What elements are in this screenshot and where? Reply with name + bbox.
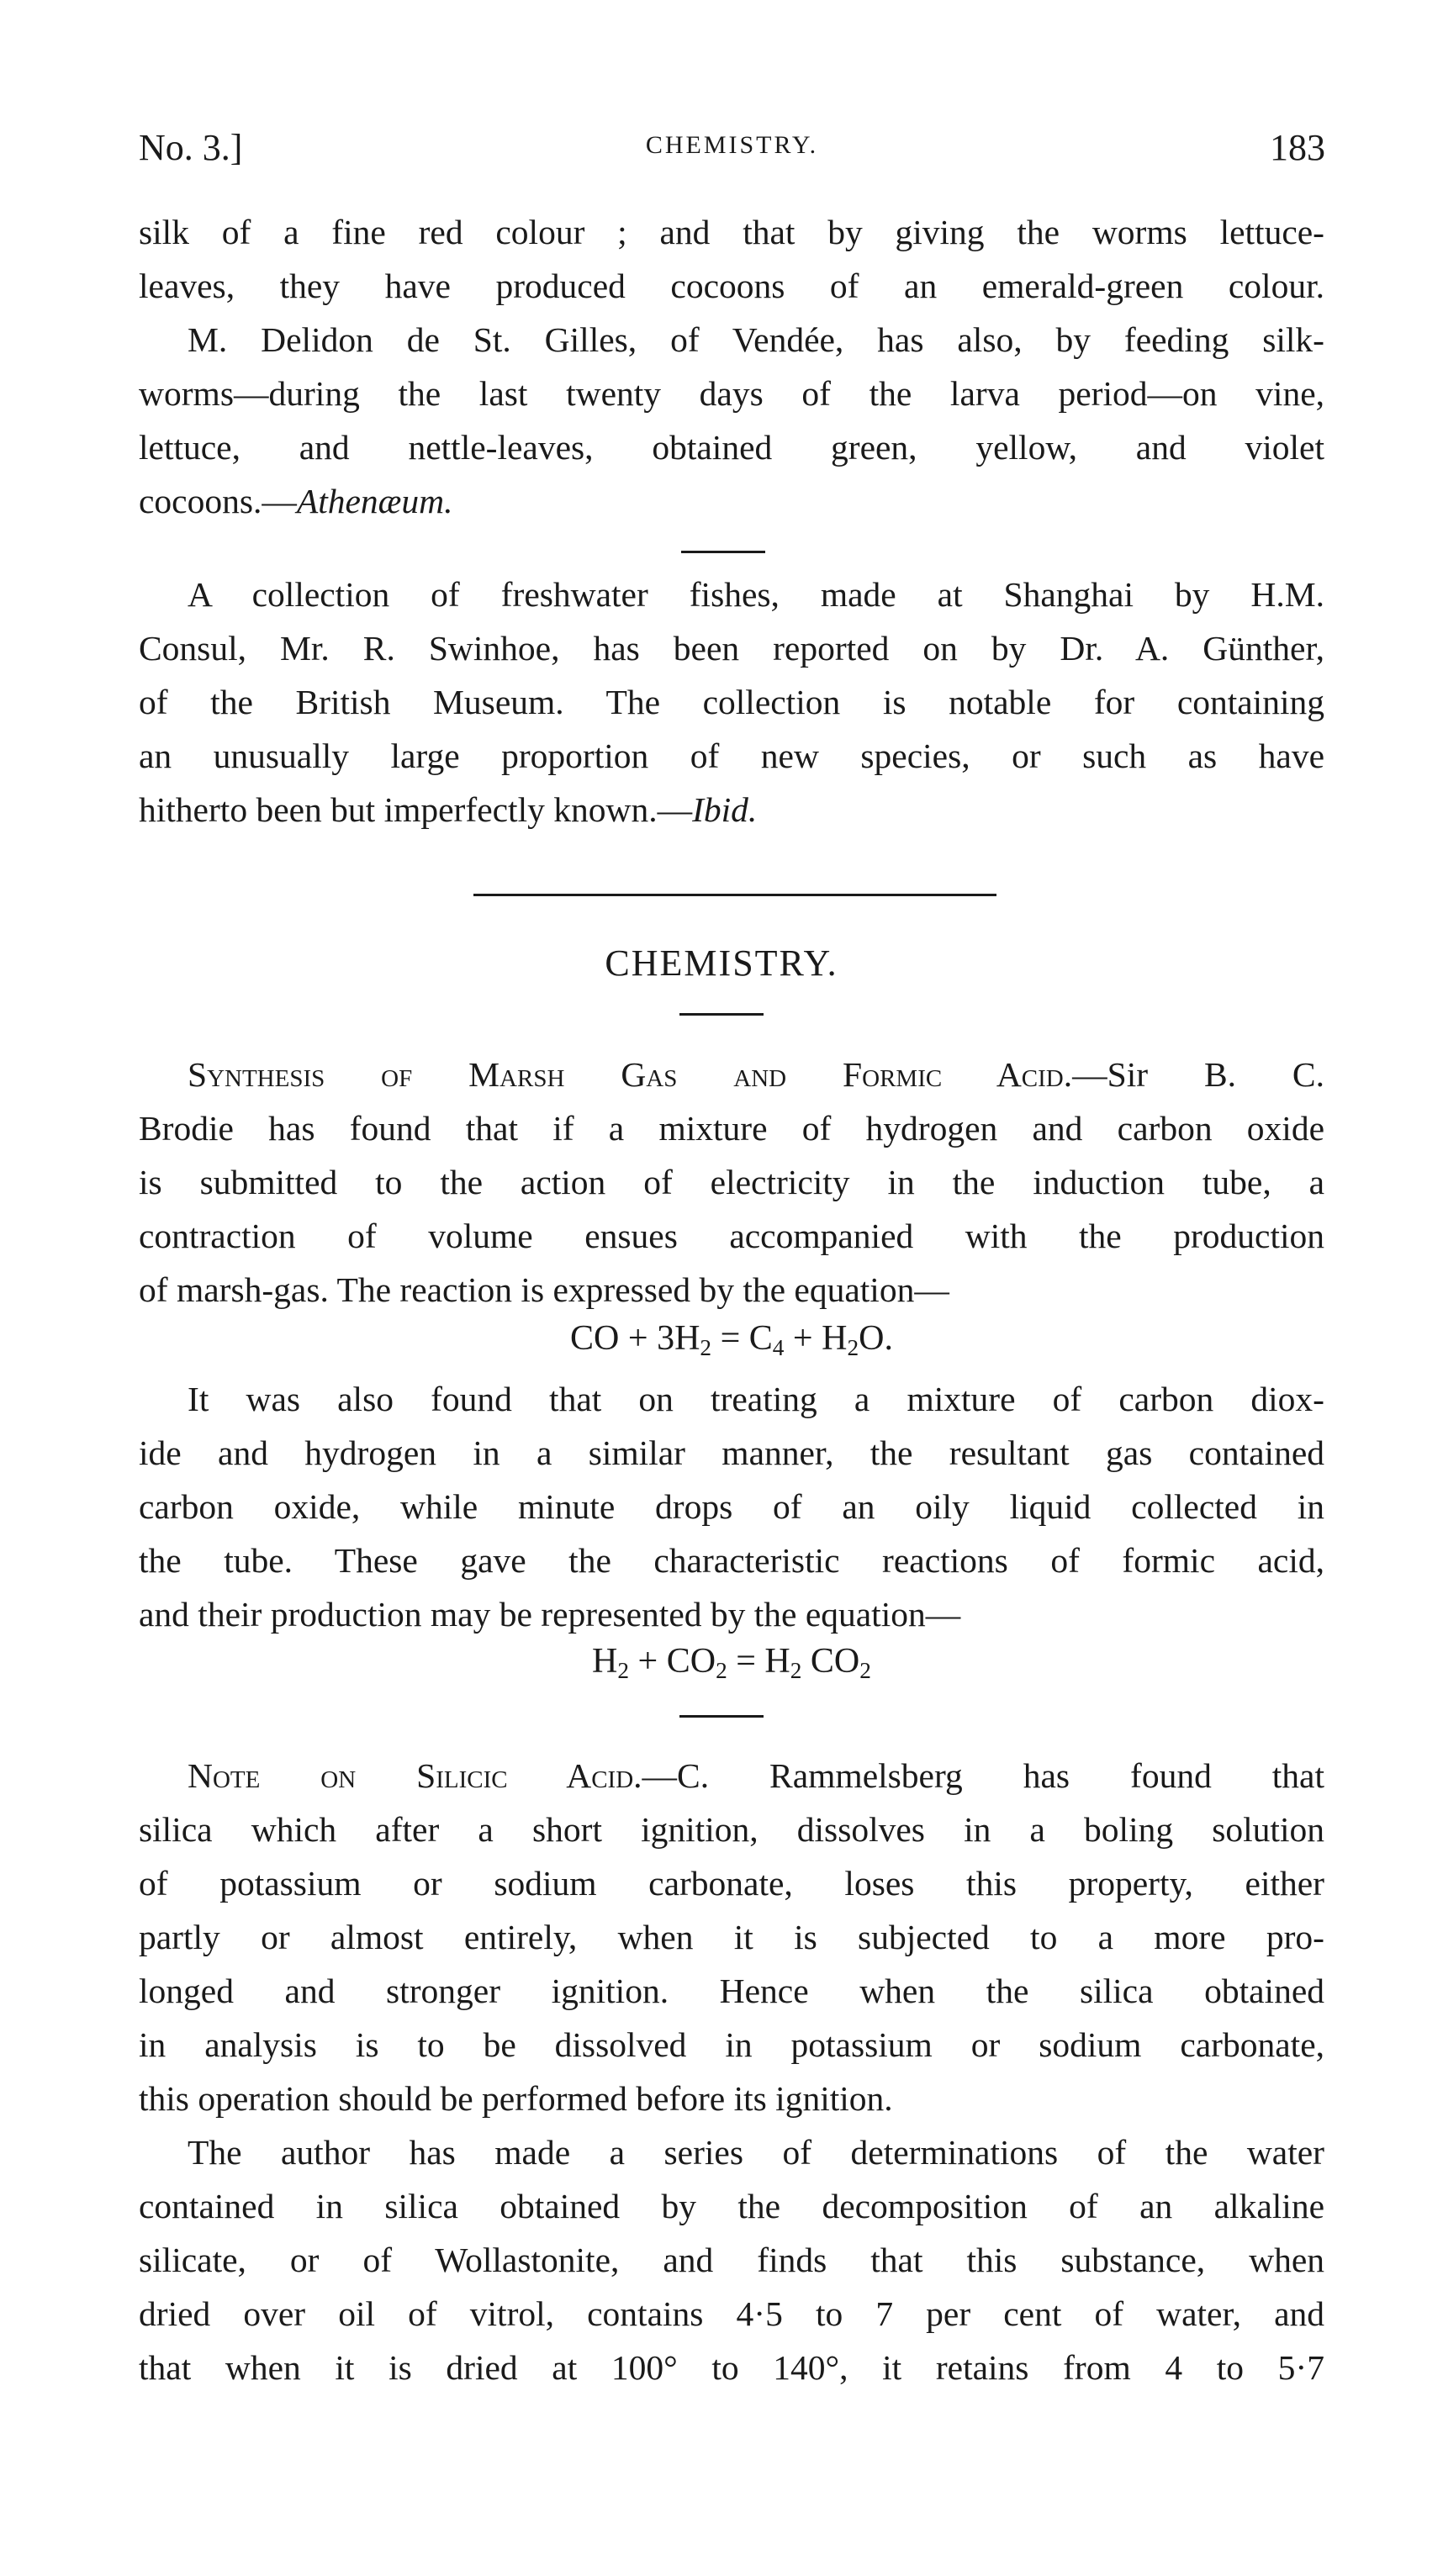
eq-part: O.	[859, 1319, 893, 1358]
source-citation: Athenæum.	[296, 482, 453, 520]
article-formic-acid	[139, 1372, 1324, 1641]
article-heading: Note on Silicic Acid.	[188, 1756, 642, 1795]
text-line	[139, 1749, 1324, 1803]
text-line: and their production may be represented by the equation—	[139, 1595, 961, 1634]
text-line: is submitted to the action of electricity in the induction tube, a	[139, 1163, 1324, 1201]
text-line: It was also found that on treating a mixture of carbon diox-	[188, 1380, 1324, 1418]
text-fragment: cocoons.—	[139, 482, 297, 520]
text-line: an unusually large proportion of new species, or such as have	[139, 736, 1324, 775]
text-line: that when it is dried at 100° to 140°, it retains from 4 to 5·7	[139, 2348, 1324, 2387]
text-line: this operation should be performed before its ignition.	[139, 2079, 893, 2118]
text-line: partly or almost entirely, when it is subjected to a more pro-	[139, 1918, 1324, 1956]
text-line: leaves, they have produced cocoons of an emerald-green colour.	[139, 267, 1324, 305]
equation-marsh-gas	[139, 1318, 1324, 1359]
running-title: CHEMISTRY.	[645, 131, 819, 159]
text-line: carbon oxide, while minute drops of an oily liquid collected in	[139, 1487, 1324, 1526]
text-line-last	[139, 783, 1324, 837]
article-heading: Synthesis of Marsh Gas and Formic Acid.	[188, 1055, 1073, 1094]
eq-subscript: 4	[772, 1334, 785, 1360]
eq-part: H	[592, 1642, 618, 1681]
text-line: Consul, Mr. R. Swinhoe, has been reported on by Dr. A. Günther,	[139, 629, 1324, 668]
text-line	[139, 1048, 1324, 1101]
eq-subscript: 2	[790, 1657, 802, 1683]
eq-subscript: 2	[716, 1657, 727, 1683]
short-divider	[679, 1715, 764, 1718]
short-divider	[679, 1013, 764, 1016]
eq-part: CO + 3H	[570, 1319, 700, 1358]
text-line: silica which after a short ignition, dissolves in a boling solution	[139, 1810, 1324, 1849]
text-line: Brodie has found that if a mixture of hydrogen and carbon oxide	[139, 1109, 1324, 1148]
eq-subscript: 2	[859, 1657, 871, 1683]
equation-formic-acid	[139, 1641, 1324, 1681]
text-fragment: hitherto been but imperfectly known.—	[139, 790, 693, 829]
issue-number: No. 3.]	[139, 127, 243, 168]
text-line: in analysis is to be dissolved in potassium or sodium carbonate,	[139, 2025, 1324, 2064]
text-fragment: —C. Rammelsberg has found that	[642, 1756, 1324, 1795]
short-divider	[681, 551, 765, 553]
text-line-last	[139, 474, 1324, 528]
eq-part: = H	[727, 1642, 790, 1681]
article-silicic-acid	[139, 1749, 1324, 2394]
eq-part: = C	[711, 1319, 773, 1358]
text-line: the tube. These gave the characteristic reactions of formic acid,	[139, 1541, 1324, 1580]
section-divider	[473, 894, 996, 896]
text-line: silicate, or of Wollastonite, and finds that this substance, when	[139, 2241, 1324, 2279]
source-citation: Ibid.	[692, 790, 758, 829]
paragraph-silkworms	[139, 205, 1324, 528]
eq-subscript: 2	[700, 1334, 712, 1360]
text-line: contained in silica obtained by the decomposition of an alkaline	[139, 2187, 1324, 2225]
running-header	[139, 126, 1325, 177]
eq-part: + H	[784, 1319, 848, 1358]
text-line: A collection of freshwater fishes, made at Shanghai by H.M.	[188, 575, 1324, 614]
article-marsh-gas	[139, 1048, 1324, 1317]
eq-part: + CO	[629, 1642, 716, 1681]
text-line: of potassium or sodium carbonate, loses this property, either	[139, 1864, 1324, 1903]
paragraph-fishes	[139, 567, 1324, 837]
text-fragment: —Sir B. C.	[1072, 1055, 1324, 1094]
text-line: The author has made a series of determinations of the water	[188, 2133, 1324, 2172]
text-line: ide and hydrogen in a similar manner, the resultant gas contained	[139, 1433, 1324, 1472]
text-line: worms—during the last twenty days of the larva period—on vine,	[139, 374, 1324, 413]
text-line: contraction of volume ensues accompanied with the production	[139, 1217, 1324, 1255]
eq-subscript: 2	[617, 1657, 630, 1683]
text-line: longed and stronger ignition. Hence when the silica obtained	[139, 1972, 1324, 2010]
section-title: CHEMISTRY.	[605, 942, 838, 984]
text-line: lettuce, and nettle-leaves, obtained green, yellow, and violet	[139, 428, 1324, 467]
page-number: 183	[1270, 127, 1325, 168]
text-line: of marsh-gas. The reaction is expressed by the equation—	[139, 1270, 949, 1309]
text-line: dried over oil of vitrol, contains 4·5 to 7 per cent of water, and	[139, 2294, 1324, 2333]
eq-subscript: 2	[847, 1334, 859, 1360]
text-line: silk of a fine red colour ; and that by giving the worms lettuce-	[139, 213, 1324, 251]
text-line: M. Delidon de St. Gilles, of Vendée, has also, by feeding silk-	[188, 320, 1324, 359]
text-line: of the British Museum. The collection is notable for containing	[139, 683, 1324, 721]
eq-part: CO	[801, 1642, 860, 1681]
